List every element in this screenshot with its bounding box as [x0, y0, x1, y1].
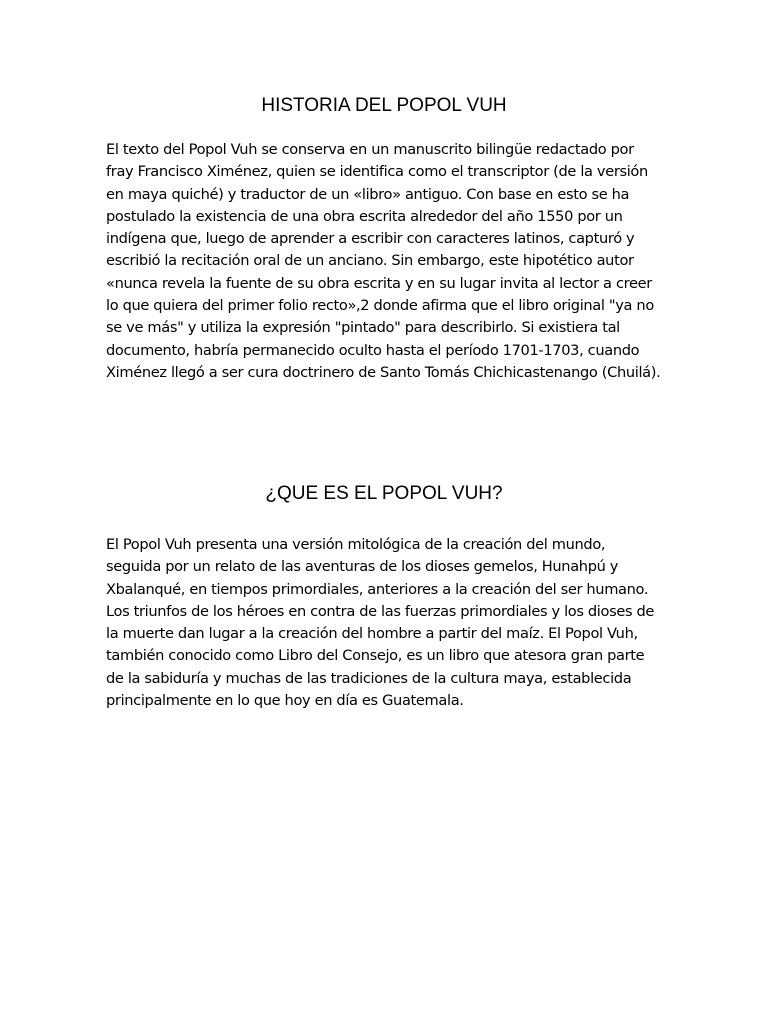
- section-title-historia: HISTORIA DEL POPOL VUH: [261, 95, 507, 116]
- section-body-historia: El texto del Popol Vuh se conserva en un manuscrito bilingüe redactado por fray Francisco Ximénez, quien se identifica como el transcriptor (de la versión en maya quiché) y traductor de un «libro» antiguo. Con base en esto se ha postulado la existencia de una obra escrita alrededor del año 1550 por un indígena que, luego de aprender a escribir con caracteres latinos, capturó y escribió la recitación oral de un anciano. Sin embargo, este hipotético autor «nunca revela la fuente de su obra escrita y en su lugar invita al lector a creer lo que quiera del primer folio recto»,2 donde afirma que el libro original "ya no se ve más" y utiliza la expresión "pintado" para describirlo. Si existiera tal documento, habría permanecido oculto hasta el período 1701-1703, cuando Ximénez llegó a ser cura doctrinero de Santo Tomás Chichicastenango (Chuilá).: [106, 141, 661, 381]
- section-body-que-es: El Popol Vuh presenta una versión mitológica de la creación del mundo, seguida por un relato de las aventuras de los dioses gemelos, Hunahpú y Xbalanqué, en tiempos primordiales, anteriores a la creación del ser humano. Los triunfos de los héroes en contra de las fuerzas primordiales y los dioses de la muerte dan lugar a la creación del hombre a partir del maíz. El Popol Vuh, también conocido como Libro del Consejo, es un libro que atesora gran parte de la sabiduría y muchas de las tradiciones de la cultura maya, establecida principalmente en lo que hoy en día es Guatemala.: [106, 536, 655, 710]
- section-title-que-es: ¿QUE ES EL POPOL VUH?: [265, 483, 503, 504]
